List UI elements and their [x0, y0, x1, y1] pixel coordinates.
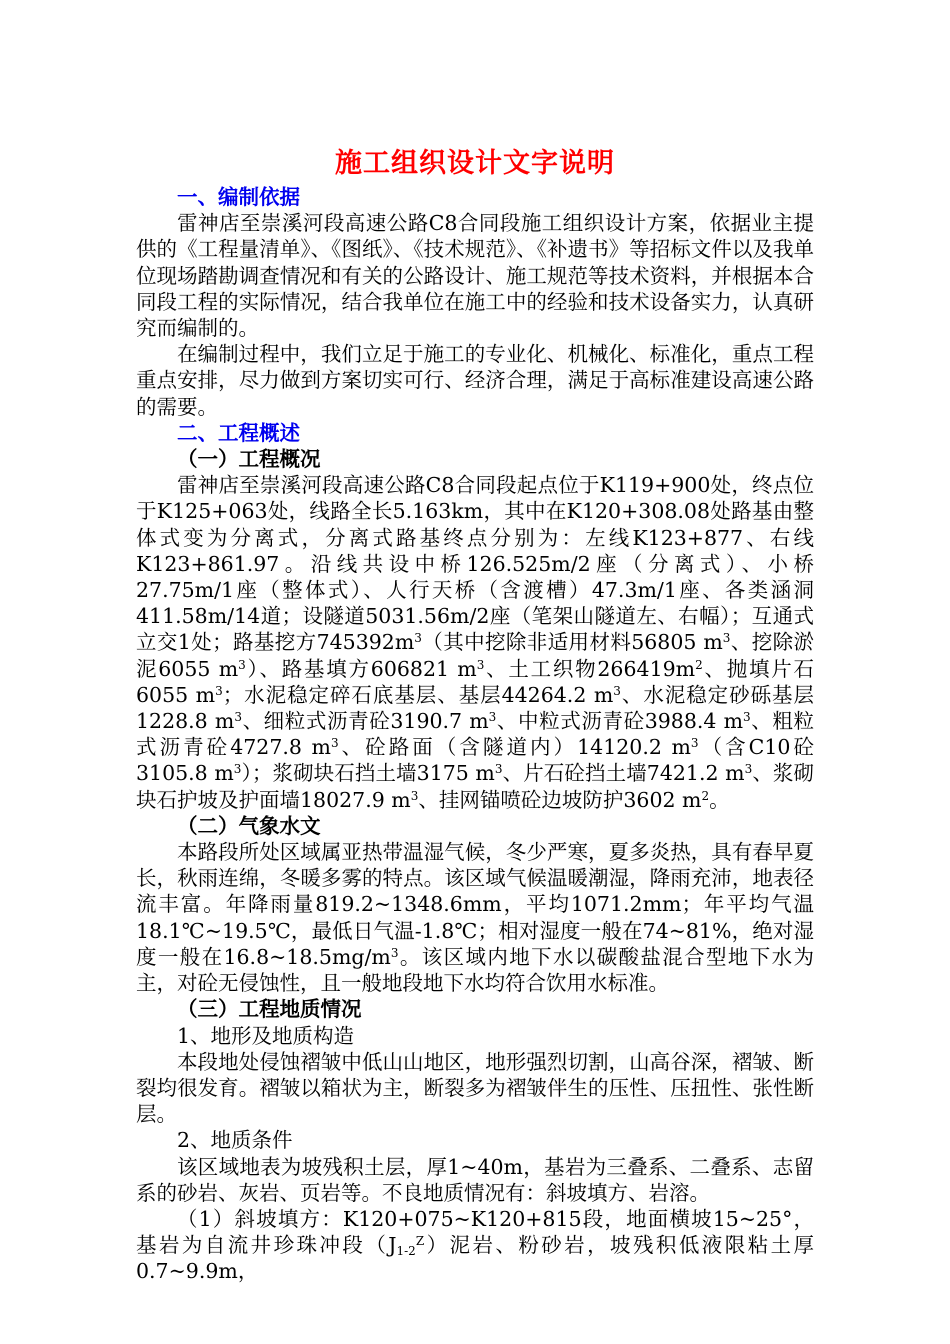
- paragraph-geology: 该区域地表为坡残积土层，厚1~40m，基岩为三叠系、二叠系、志留系的砂岩、灰岩、页岩等。不良地质情况有：斜坡填方、岩溶。: [136, 1154, 814, 1205]
- paragraph: 雷神店至崇溪河段高速公路C8合同段施工组织设计方案，依据业主提供的《工程量清单》、《图纸》、《技术规范》、《补遗书》等招标文件以及我单位现场踏勘调查情况和有关的公路设计、施工规范等技术资料，并根据本合同段工程的实际情况，结合我单位在施工中的经验和技术设备实力，认真研究而编制的。: [136, 211, 814, 341]
- paragraph-slope-fill: （1）斜坡填方：K120+075~K120+815段，地面横坡15~25°，基岩为自流井珍珠冲段$(J_{1-2}^Z)$泥岩、粉砂岩，坡残积低液限粘土厚0.7~9.9m，: [136, 1206, 815, 1284]
- paragraph: 在编制过程中，我们立足于施工的专业化、机械化、标准化，重点工程重点安排，尽力做到方案切实可行、经济合理，满足于高标准建设高速公路的需要。: [136, 342, 814, 419]
- subsection-heading-project: （一）工程概况: [177, 447, 321, 472]
- list-item-terrain: 1、地形及地质构造: [177, 1023, 355, 1048]
- section-heading-basis: 一、编制依据: [177, 185, 300, 209]
- subsection-heading-geology: （三）工程地质情况: [177, 997, 362, 1022]
- subsection-heading-climate: （二）气象水文: [177, 813, 321, 838]
- section-heading-overview: 二、工程概述: [177, 420, 300, 445]
- document-title: 施工组织设计文字说明: [335, 148, 615, 179]
- list-item-geology: 2、地质条件: [177, 1128, 293, 1153]
- document-body: [136, 140, 814, 1285]
- paragraph-project-overview: 雷神店至崇溪河段高速公路C8合同段起点位于K119+900处，终点位于K125+063处，线路全长5.163km，其中在K120+308.08处路基由整体式变为分离式，分离式路基终点分别为：左线K123+877、右线K123+861.97。沿线共设中桥126.525m/2座（分离式）、小桥27.75m/1座（整体式）、人行天桥（含渡槽）47.3m/1座、各类涵洞411.58m/14道；设隧道5031.56m/2座（笔架山隧道左、右幅）；互通式立交1处；路基挖方$745392m^3$（其中挖除非适用材料56805 $m^3$、挖除淤泥6055 $m^3$）、路基填方606821 $m^3$、土工织物$266419m^2$、抛填片石6055 $m^3$；水泥稳定碎石底基层、基层44264.2 $m^3$、水泥稳定砂砾基层1228.8 $m^3$、细粒式沥青砼3190.7 $m^3$、中粒式沥青砼3988.4 $m^3$、粗粒式沥青砼4727.8 $m^3$、砼路面（含隧道内）14120.2 $m^3$（含C10砼3105.8 $m^3$）；浆砌块石挡土墙3175 $m^3$、片石砼挡土墙7421.2 $m^3$、浆砌块石护坡及护面墙18027.9 $m^3$、挂网锚喷砼边坡防护3602 $m^2$。: [136, 473, 815, 812]
- paragraph-terrain: 本段地处侵蚀褶皱中低山山地区，地形强烈切割，山高谷深，褶皱、断裂均很发育。褶皱以箱状为主，断裂多为褶皱伴生的压性、压扭性、张性断层。: [136, 1049, 814, 1127]
- paragraph-climate: 本路段所处区域属亚热带温湿气候，冬少严寒，夏多炎热，具有春早夏长，秋雨连绵，冬暖多雾的特点。该区域气候温暖潮湿，降雨充沛，地表径流丰富。年降雨量819.2~1348.6mm，平均1071.2mm；年平均气温18.1℃~19.5℃，最低日气温-1.8℃；相对湿度一般在74~81%，绝对湿度一般在$16.8\sim 18.5mg/m^3$。该区域内地下水以碳酸盐混合型地下水为主，对砼无侵蚀性，且一般地段地下水均符合饮用水标准。: [136, 840, 815, 996]
